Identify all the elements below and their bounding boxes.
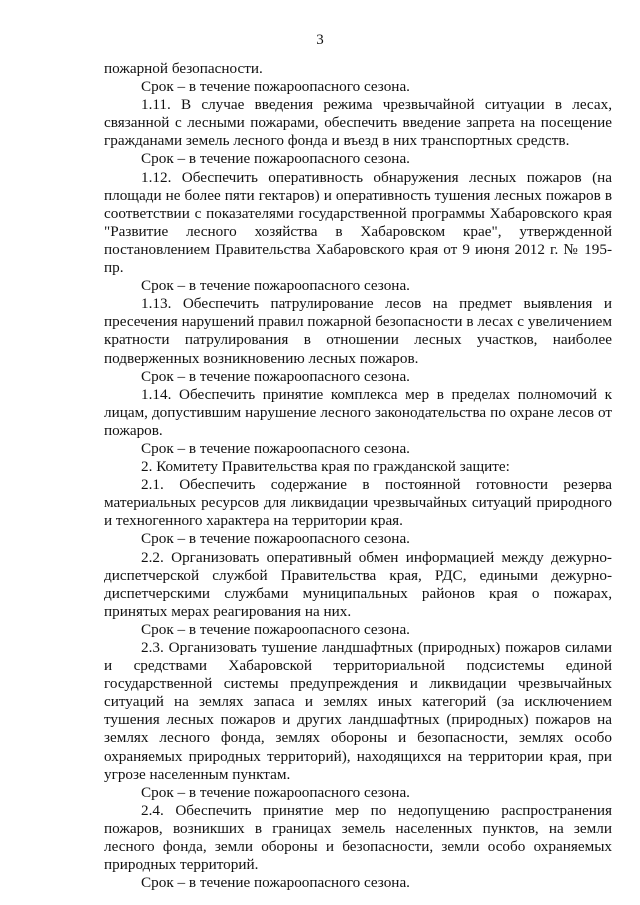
clause-2-4: 2.4. Обеспечить принятие мер по недопущению распространения пожаров, возникших в границах земель населенных пунктов, на земли лесного фонда, земли обороны и безопасности, земли особо охраняемых природных территорий.: [104, 801, 612, 874]
deadline-line: Срок – в течение пожароопасного сезона.: [141, 530, 410, 548]
paragraph-continuation: пожарной безопасности.: [104, 60, 263, 77]
clause-1-12: 1.12. Обеспечить оперативность обнаружения лесных пожаров (на площади не более пяти гектаров) и оперативность тушения лесных пожаров в соответствии с показателями государственной программы Хабаровского края "Развитие лесного хозяйства в Хабаровском крае", утвержденной постановлением Правительства Хабаровского края от 9 июня 2012 г. № 195-пр.: [104, 168, 612, 277]
deadline-line: Срок – в течение пожароопасного сезона.: [141, 783, 410, 801]
deadline-line: Срок – в течение пожароопасного сезона.: [141, 367, 410, 385]
deadline-line: Срок – в течение пожароопасного сезона.: [141, 150, 410, 168]
deadline-line: Срок – в течение пожароопасного сезона.: [141, 439, 410, 457]
deadline-line: Срок – в течение пожароопасного сезона.: [141, 620, 410, 638]
clause-2-1: 2.1. Обеспечить содержание в постоянной готовности резерва материальных ресурсов для ликвидации чрезвычайных ситуаций природного и техногенного характера на территории края.: [104, 476, 612, 530]
clause-1-14: 1.14. Обеспечить принятие комплекса мер в пределах полномочий к лицам, допустившим нарушение лесного законодательства по охране лесов от пожаров.: [104, 385, 612, 439]
clause-2-3: 2.3. Организовать тушение ландшафтных (природных) пожаров силами и средствами Хабаровской территориальной подсистемы единой государственной системы предупреждения и ликвидации чрезвычайных ситуаций на землях запаса и землях иных категорий (за исключением тушения лесных пожаров и других ландшафтных (природных) пожаров на землях лесного фонда, землях обороны и безопасности, землях особо охраняемых природных территорий), находящихся на территории края, при угрозе населенным пунктам.: [104, 639, 612, 783]
clause-1-13: 1.13. Обеспечить патрулирование лесов на предмет выявления и пресечения нарушений правил пожарной безопасности в лесах с увеличением кратности патрулирования в отношении лесных участков, наиболее подверженных возникновению лесных пожаров.: [104, 295, 612, 367]
deadline-line: Срок – в течение пожароопасного сезона.: [141, 874, 410, 892]
document-body: [104, 60, 612, 892]
deadline-line: Срок – в течение пожароопасного сезона.: [141, 78, 410, 96]
page-number: 3: [316, 32, 324, 48]
clause-2-2: 2.2. Организовать оперативный обмен информацией между дежурно-диспетчерской службой Правительства края, РДС, едиными дежурно-диспетчерскими службами муниципальных районов края о пожарах, принятых мерах реагирования на них.: [104, 548, 612, 620]
section-2-heading: 2. Комитету Правительства края по гражданской защите:: [141, 458, 510, 476]
clause-1-11: 1.11. В случае введения режима чрезвычайной ситуации в лесах, связанной с лесными пожарами, обеспечить введение запрета на посещение гражданами земель лесного фонда и въезд в них транспортных средств.: [104, 96, 612, 150]
deadline-line: Срок – в течение пожароопасного сезона.: [141, 277, 410, 295]
